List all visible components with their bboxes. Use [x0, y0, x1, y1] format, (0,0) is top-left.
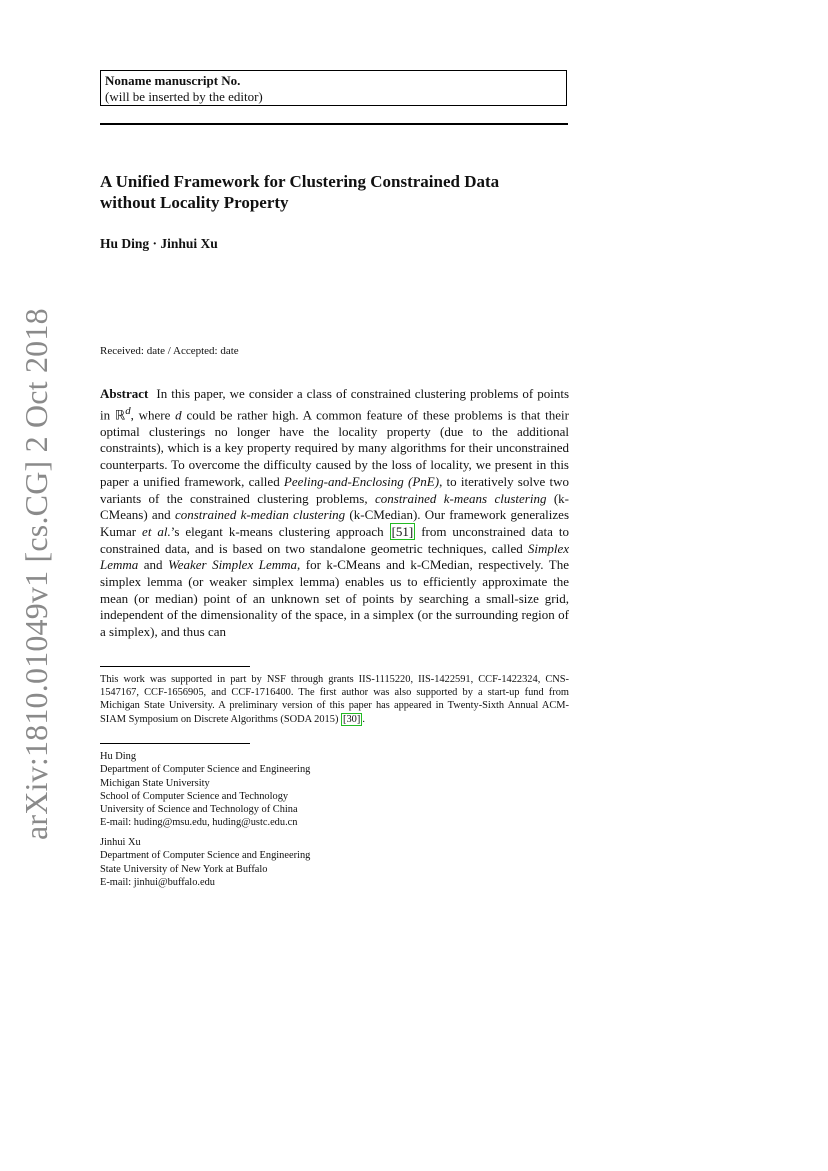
affiliation-line: Michigan State University: [100, 777, 210, 789]
abstract-term: et al.: [142, 523, 171, 539]
abstract-text: ’s elegant k-means clustering approach: [170, 523, 390, 539]
abstract-term: Weaker Simplex Lemma: [168, 557, 297, 573]
affiliation-line: University of Science and Technology of China: [100, 804, 298, 816]
affiliation-line: Jinhui Xu: [100, 837, 141, 848]
title-line-1: A Unified Framework for Clustering Constrained Data: [100, 172, 500, 191]
abstract-text: , for k-CMeans and k-CMedian, respectively. The simplex lemma (or weaker simplex lemma) enables us to efficiently approximate the mean (or median) point of an unknown set of points by searching a small-size grid, independent of the dimensionality of the space, in a simplex (or the surrounding region of a simplex), and thus can: [100, 557, 569, 640]
received-accepted-dates: Received: date / Accepted: date: [100, 345, 239, 357]
affiliation-block-1: [100, 750, 500, 830]
abstract-label: Abstract: [100, 386, 149, 401]
affiliation-email: E-mail: huding@msu.edu, huding@ustc.edu.cn: [100, 817, 298, 829]
abstract-text: and: [138, 557, 169, 573]
manuscript-header-box: [100, 70, 567, 106]
affiliation-rule: [100, 743, 250, 744]
abstract-text: from unconstrained data to constrained data, and is based on two standalone geometric techniques, called: [100, 523, 569, 556]
affiliation-line: Department of Computer Science and Engineering: [100, 850, 311, 862]
affiliation-block-2: [100, 836, 500, 889]
abstract-term: Simplex Lemma: [100, 540, 569, 573]
footnote-text: This work was supported in part by NSF through grants IIS-1115220, IIS-1422591, CCF-1422324, CNS-1547167, CCF-1656905, and CCF-1716400. The first author was also supported by a start-up fund from Michigan State University. A preliminary version of this paper has appeared in Twenty-Sixth Annual ACM-SIAM Symposium on Discrete Algorithms (SODA 2015): [100, 674, 569, 725]
abstract-text: In this paper, we consider a class of constrained clustering problems of points in ℝ: [100, 386, 569, 423]
affiliation-line: State University of New York at Buffalo: [100, 863, 268, 875]
affiliation-email: E-mail: jinhui@buffalo.edu: [100, 876, 215, 888]
funding-footnote: [100, 673, 569, 726]
author-list: Hu Ding · Jinhui Xu: [100, 236, 218, 251]
title-line-2: without Locality Property: [100, 193, 289, 212]
abstract-term: constrained k-median clustering: [174, 507, 346, 523]
manuscript-number-label: Noname manuscript No.: [105, 73, 241, 88]
citation-link[interactable]: [30]: [343, 713, 361, 725]
affiliation-line: Hu Ding: [100, 751, 137, 762]
affiliation-line: Department of Computer Science and Engineering: [100, 764, 311, 776]
abstract-text: , where: [130, 407, 176, 423]
citation-link[interactable]: [51]: [391, 523, 414, 539]
abstract-math: d: [175, 407, 182, 423]
arxiv-identifier-stamp: arXiv:1810.01049v1 [cs.CG] 2 Oct 2018: [18, 308, 54, 840]
editor-note: (will be inserted by the editor): [105, 89, 263, 104]
abstract-term: constrained k-means clustering: [374, 490, 547, 506]
abstract-math: d: [125, 404, 131, 417]
abstract-term: Peeling-and-Enclosing (PnE): [283, 473, 440, 489]
affiliation-line: School of Computer Science and Technology: [100, 790, 289, 802]
footnote-end: .: [362, 713, 365, 725]
paper-title: [100, 171, 570, 213]
header-rule: [100, 123, 568, 125]
abstract: [100, 386, 569, 641]
abstract-text: (k-CMeans) and: [100, 490, 569, 523]
abstract-text: , to iteratively solve two variants of the constrained clustering problems,: [100, 473, 569, 506]
footnote-rule: [100, 666, 250, 667]
abstract-text: could be rather high. A common feature of these problems is that their optimal clusterings no longer have the locality property (due to the additional constraints), which is a key property required by many algorithms for their unconstrained counterparts. To overcome the difficulty caused by the loss of locality, we present in this paper a unified framework, called: [100, 407, 569, 489]
abstract-text: (k-CMedian). Our framework generalizes Kumar: [100, 507, 570, 539]
